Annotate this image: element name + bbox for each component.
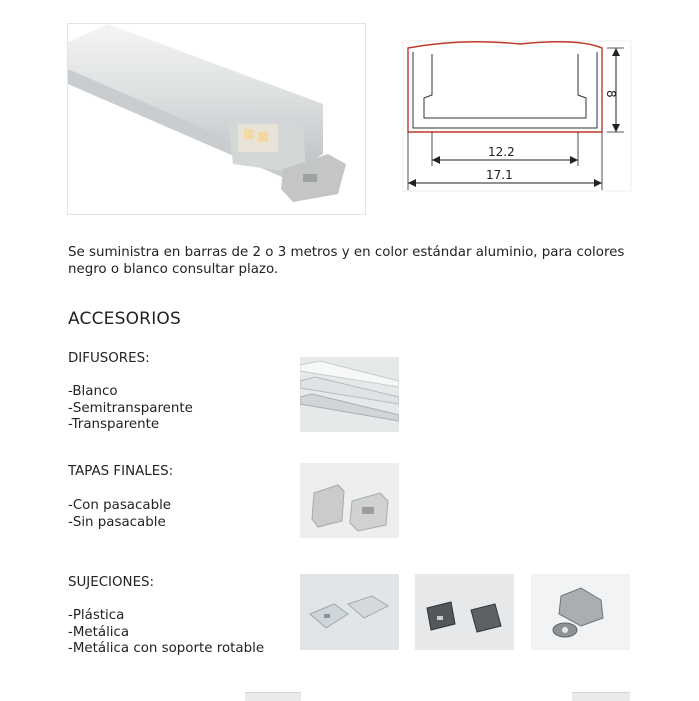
list-item: -Plástica (68, 608, 125, 623)
end-caps-label: TAPAS FINALES: (68, 464, 174, 479)
end-caps-list (68, 498, 171, 531)
outer-width-dimension: 17.1 (486, 168, 513, 182)
list-item: -Sin pasacable (68, 514, 166, 530)
mounting-clips-label: SUJECIONES: (68, 575, 155, 590)
list-item: -Blanco (68, 384, 118, 399)
diffusers-list (68, 384, 193, 434)
profile-cross-section-drawing (402, 40, 632, 192)
inner-width-dimension: 12.2 (488, 145, 515, 159)
profile-photo (67, 23, 366, 215)
list-item: -Semitransparente (68, 400, 193, 416)
list-item: -Metálica con soporte rotable (68, 641, 265, 657)
rotating-metal-clip-photo (531, 574, 630, 650)
height-dimension: 8 (604, 90, 618, 98)
list-item: -Con pasacable (68, 498, 172, 513)
metal-clip-photo (415, 574, 514, 650)
list-item: -Transparente (68, 417, 160, 433)
accessories-heading: ACCESORIOS (68, 309, 181, 329)
aluminum-profile-image (68, 24, 365, 214)
diffusers-photo (300, 357, 399, 432)
plastic-clip-photo (300, 574, 399, 650)
end-caps-photo (300, 463, 399, 538)
list-item: -Metálica (68, 624, 130, 640)
supply-description: Se suministra en barras de 2 o 3 metros y en color estándar aluminio, para colores negro o blanco consultar plazo. (68, 245, 625, 277)
mounting-clips-list (68, 608, 264, 658)
diffusers-label: DIFUSORES: (68, 351, 150, 366)
